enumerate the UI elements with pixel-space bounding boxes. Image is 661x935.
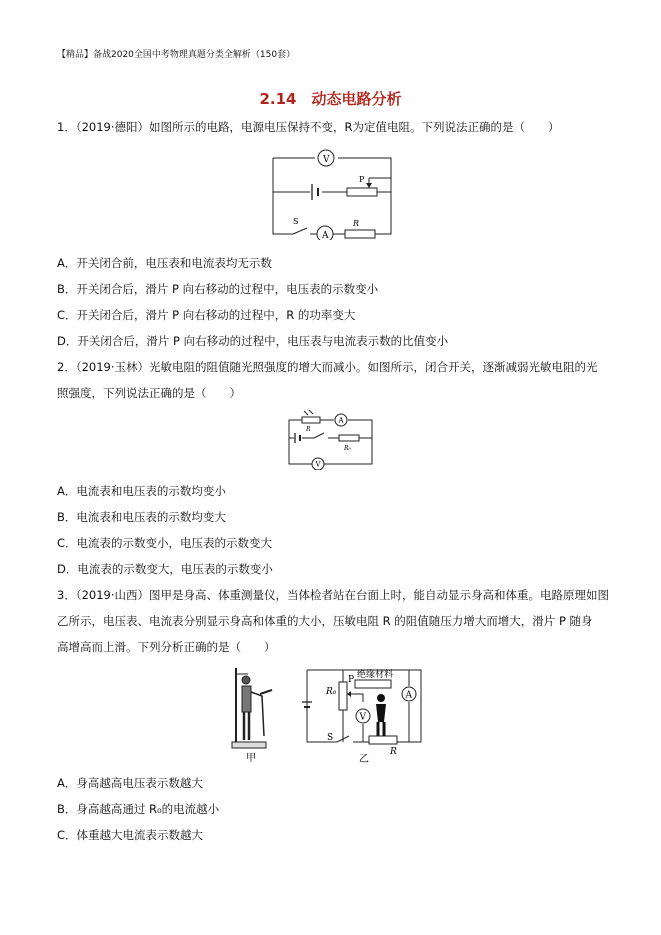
q1-option-a: A．开关闭合前，电压表和电流表均无示数 <box>57 256 272 270</box>
q3-figure-jia <box>226 664 282 764</box>
q2-ammeter-label: A <box>338 416 344 425</box>
page-header: 【精品】备战2020全国中考物理真题分类全解析（150套） <box>57 50 296 60</box>
q1-switch-label: S <box>293 217 299 226</box>
q3-option-a: A．身高越高电压表示数越大 <box>57 776 203 790</box>
q3-stem-line2: 乙所示，电压表、电流表分别显示身高和体重的大小，压敏电阻 R 的阻值随压力增大而增大，滑片 P 随身 <box>57 614 593 628</box>
q2-voltmeter-label: V <box>315 460 321 469</box>
section-title: 2.14 动态电路分析 <box>259 90 402 108</box>
q3-slider-label: P <box>348 675 355 685</box>
q2-r0-label: R₀ <box>344 445 351 452</box>
q2-option-b: B．电流表和电压表的示数均变大 <box>57 510 226 524</box>
q3-stem-line1: 3．（2019·山西）图甲是身高、体重测量仪，当体检者站在台面上时，能自动显示身高和体重。电路原理如图 <box>57 588 609 602</box>
q1-option-b: B．开关闭合后，滑片 P 向右移动的过程中，电压表的示数变小 <box>57 282 379 296</box>
q1-circuit-diagram <box>265 148 400 240</box>
q1-slider-label: P <box>359 175 365 184</box>
q3-ammeter-label: A <box>405 690 412 701</box>
q3-r0-label: R₀ <box>326 687 337 697</box>
q3-option-c: C．体重越大电流表示数越大 <box>57 828 204 842</box>
q1-option-d: D．开关闭合后，滑片 P 向右移动的过程中，电压表与电流表示数的比值变小 <box>57 334 449 348</box>
q3-resistor-label: R <box>390 747 397 757</box>
q3-yi-label: 乙 <box>359 754 369 764</box>
q1-voltmeter-label: V <box>323 155 330 165</box>
q2-stem-line2: 照强度，下列说法正确的是（ ） <box>57 386 241 400</box>
q3-voltmeter-label: V <box>359 712 366 723</box>
q2-photoresistor-label: R <box>306 426 311 433</box>
q3-option-b: B．身高越高通过 R₀的电流越小 <box>57 802 220 816</box>
q1-resistor-label: R <box>353 219 360 228</box>
q1-option-c: C．开关闭合后，滑片 P 向右移动的过程中，R 的功率变大 <box>57 308 356 322</box>
q2-option-d: D．电流表的示数变大，电压表的示数变小 <box>57 562 273 576</box>
q2-circuit-diagram <box>284 408 380 470</box>
q1-stem: 1．（2019·德阳）如图所示的电路，电源电压保持不变，R为定值电阻。下列说法正确的是（ ） <box>57 120 560 134</box>
q3-jia-label: 甲 <box>246 753 256 764</box>
q3-stem-line3: 高增高而上滑。下列分析正确的是（ ） <box>57 640 276 654</box>
q3-switch-label: S <box>327 733 334 743</box>
q3-circuit-yi <box>293 664 431 764</box>
q2-option-a: A．电流表和电压表的示数均变小 <box>57 484 226 498</box>
q2-stem-line1: 2．（2019·玉林）光敏电阻的阻值随光照强度的增大而减小。如图所示，闭合开关，逐渐减弱光敏电阻的光 <box>57 360 598 374</box>
q1-ammeter-label: A <box>322 231 329 240</box>
q2-option-c: C．电流表的示数变小，电压表的示数变大 <box>57 536 273 550</box>
q3-insulation-label: 绝缘材料 <box>357 670 394 680</box>
